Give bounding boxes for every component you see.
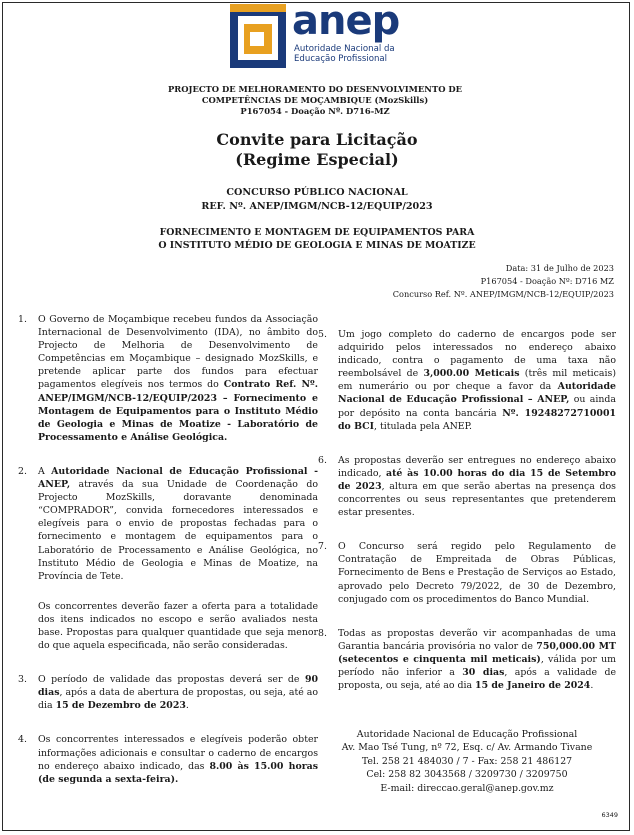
text-run-bold: 3,000.00 Meticais: [423, 368, 520, 380]
clause-7: [318, 540, 616, 605]
text-run: Um jogo completo do caderno de encargos pode ser adquirido pelos interessados no endereço abaixo indicado, contra o pagamento de uma taxa não reembolsável de: [338, 329, 616, 380]
text-run-bold: 15 de Janeiro de 2024: [475, 680, 591, 692]
project-line2: COMPETÊNCIAS DE MOÇAMBIQUE (MozSkills): [201, 95, 429, 105]
page-title: [0, 130, 634, 170]
clause-text: [38, 673, 318, 712]
right-column: [318, 328, 616, 692]
contact-email: E-mail: direccao.geral@anep.gov.mz: [380, 782, 554, 794]
clause-2: [18, 465, 318, 583]
text-run: .: [590, 680, 594, 692]
contact-address: Av. Mao Tsé Tung, nº 72, Esq. c/ Av. Armando Tivane: [341, 742, 593, 754]
project-line1: PROJECTO DE MELHORAMENTO DO DESENVOLVIMENTO DE: [167, 84, 463, 94]
project-header: [150, 84, 480, 117]
text-run: , válida por um período não inferior a: [338, 653, 616, 678]
logo-subtitle-line1: Autoridade Nacional da: [294, 44, 395, 54]
clause-6: [318, 454, 616, 519]
text-run: , após a data de abertura de propostas, ou seja, até ao dia: [38, 687, 318, 712]
text-run-bold: Autoridade Nacional de Educação Profissional – ANEP,: [338, 381, 616, 406]
contact-mobile: Cel: 258 82 3043568 / 3209730 / 3209750: [366, 769, 568, 781]
text-run: O Governo de Moçambique recebeu fundos da Associação Internacional de Desenvolvimento (IDA), no âmbito do Projecto de Melhoria de Desenvolvimento de Competências em Moçambique – designado MozSkills, e pretende aplicar parte dos fundos para efectuar pagamentos elegíveis nos termos do: [38, 314, 318, 391]
text-run-bold: Contrato Ref. Nº. ANEP/IMGM/NCB-12/EQUIP/2023 – Fornecimento e Montagem de Equipamentos para o Instituto Médio de Geologia e Minas de Moatize - Laboratório de Processamento e Análise Geológica.: [38, 379, 318, 443]
contest-ref: Concurso Ref. Nº. ANEP/IMGM/NCB-12/EQUIP/2023: [392, 289, 614, 299]
text-run: .: [185, 700, 189, 712]
anep-logo-mark-icon: [230, 4, 286, 68]
text-run: , titulada pela ANEP.: [374, 420, 473, 432]
clause-text: [38, 733, 318, 785]
tender-ref: REF. Nº. ANEP/IMGM/NCB-12/EQUIP/2023: [201, 201, 433, 212]
clause-4: [18, 733, 318, 785]
text-run-bold: Nº. 19248272710001 do BCI: [338, 407, 616, 432]
clause-number: 4.: [18, 734, 27, 746]
text-run-bold: 15 de Dezembro de 2023: [55, 700, 186, 712]
text-run: ou ainda por depósito na conta bancária: [338, 394, 616, 419]
clause-text: [338, 328, 616, 433]
left-column: [18, 313, 318, 786]
tender-reference: [0, 186, 634, 214]
clause-number: 5.: [318, 329, 327, 340]
object-line1: FORNECIMENTO E MONTAGEM DE EQUIPAMENTOS PARA: [159, 227, 475, 238]
clause-number: 6.: [318, 454, 327, 466]
clause-3: [18, 673, 318, 712]
text-run: , altura em que serão abertas na presença dos concorrentes ou seus representantes que pretenderem estar presentes.: [338, 480, 616, 519]
clause-5: [318, 328, 616, 433]
clause-1: [18, 313, 318, 444]
text-run: (três mil meticais) em numerário ou por cheque a favor da: [338, 368, 616, 393]
text-run: As propostas deverão ser entregues no endereço abaixo indicado,: [338, 454, 616, 479]
page-code: 6349: [601, 811, 618, 819]
clause-2-paragraph-2: Os concorrentes deverão fazer a oferta para a totalidade dos itens indicados no escopo e serão avaliados nesta base. Propostas para qualquer quantidade que seja menor do que aquela especificada, não serão consideradas.: [38, 600, 318, 652]
contact-phone-fax: Tel. 258 21 484030 / 7 - Fax: 258 21 486127: [361, 755, 573, 767]
text-run: Todas as propostas deverão vir acompanhadas de uma Garantia bancária provisória no valor de: [338, 627, 616, 652]
clause-number: 1.: [18, 314, 27, 325]
logo-subtitle: [294, 44, 395, 64]
clause-text: [38, 313, 318, 444]
text-run: , após a validade de proposta, ou seja, até ao dia: [338, 666, 616, 692]
clause-text: [38, 465, 318, 583]
clause-number: 7.: [318, 541, 327, 553]
text-run-bold: 8.00 às 15.00 horas (de segunda a sexta-feira).: [38, 760, 318, 785]
contact-block: [336, 728, 598, 795]
clause-8: [318, 627, 616, 692]
title-line2: (Regime Especial): [235, 150, 399, 169]
logo-subtitle-line2: Educação Profissional: [294, 54, 388, 64]
clause-text: [338, 454, 616, 519]
grant-number: P167054 - Doação Nº: D716 MZ: [480, 276, 614, 286]
text-run: Os concorrentes interessados e elegíveis poderão obter informações adicionais e consultar o caderno de encargos no endereço abaixo indicado, das: [38, 734, 318, 772]
clause-text: O Concurso será regido pelo Regulamento de Contratação de Empreitada de Obras Públicas, Fornecimento de Bens e Prestação de Serviços ao Estado, aprovado pelo Decreto 79/2022, de 30 de Dezembro, conjugado com os procedimentos do Banco Mundial.: [338, 541, 616, 605]
project-line3: P167054 - Doação Nº. D716-MZ: [240, 106, 390, 116]
title-line1: Convite para Licitação: [216, 130, 418, 149]
clause-number: 3.: [18, 674, 27, 686]
contact-org: Autoridade Nacional de Educação Profissional: [356, 729, 578, 740]
document-date: Data: 31 de Julho de 2023: [505, 263, 614, 273]
text-run: O período de validade das propostas deverá ser de: [38, 674, 305, 686]
text-run-bold: 90 dias: [38, 674, 318, 699]
tender-type: CONCURSO PÚBLICO NACIONAL: [226, 187, 408, 198]
anep-logo: [230, 0, 405, 68]
text-run-bold: 30 dias: [462, 666, 505, 678]
clause-text: [338, 627, 616, 692]
clause-number: 8.: [318, 627, 327, 639]
object-line2: O INSTITUTO MÉDIO DE GEOLOGIA E MINAS DE MOATIZE: [158, 240, 476, 251]
tender-object: [0, 226, 634, 252]
text-run: A: [38, 465, 52, 477]
text-run: através da sua Unidade de Coordenação do Projecto MozSkills, doravante denominada “COMPRADOR”, convida fornecedores interessados e elegíveis para o envio de propostas fechadas para o fornecimento e montagem de equipamentos para o Laboratório de Processamento e Análise Geológica, no Instituto Médio de Geologia e Minas de Moatize, na Província de Tete.: [38, 479, 318, 582]
logo-wordmark: anep: [292, 0, 400, 44]
date-block: [393, 262, 614, 301]
text-run-bold: Autoridade Nacional de Educação Profissional - ANEP,: [38, 465, 318, 491]
text-run-bold: 750,000.00 MT (setecentos e cinquenta mil meticais): [338, 640, 616, 665]
text-run-bold: até às 10.00 horas do dia 15 de Setembro de 2023: [338, 467, 616, 492]
clause-number: 2.: [18, 465, 27, 477]
